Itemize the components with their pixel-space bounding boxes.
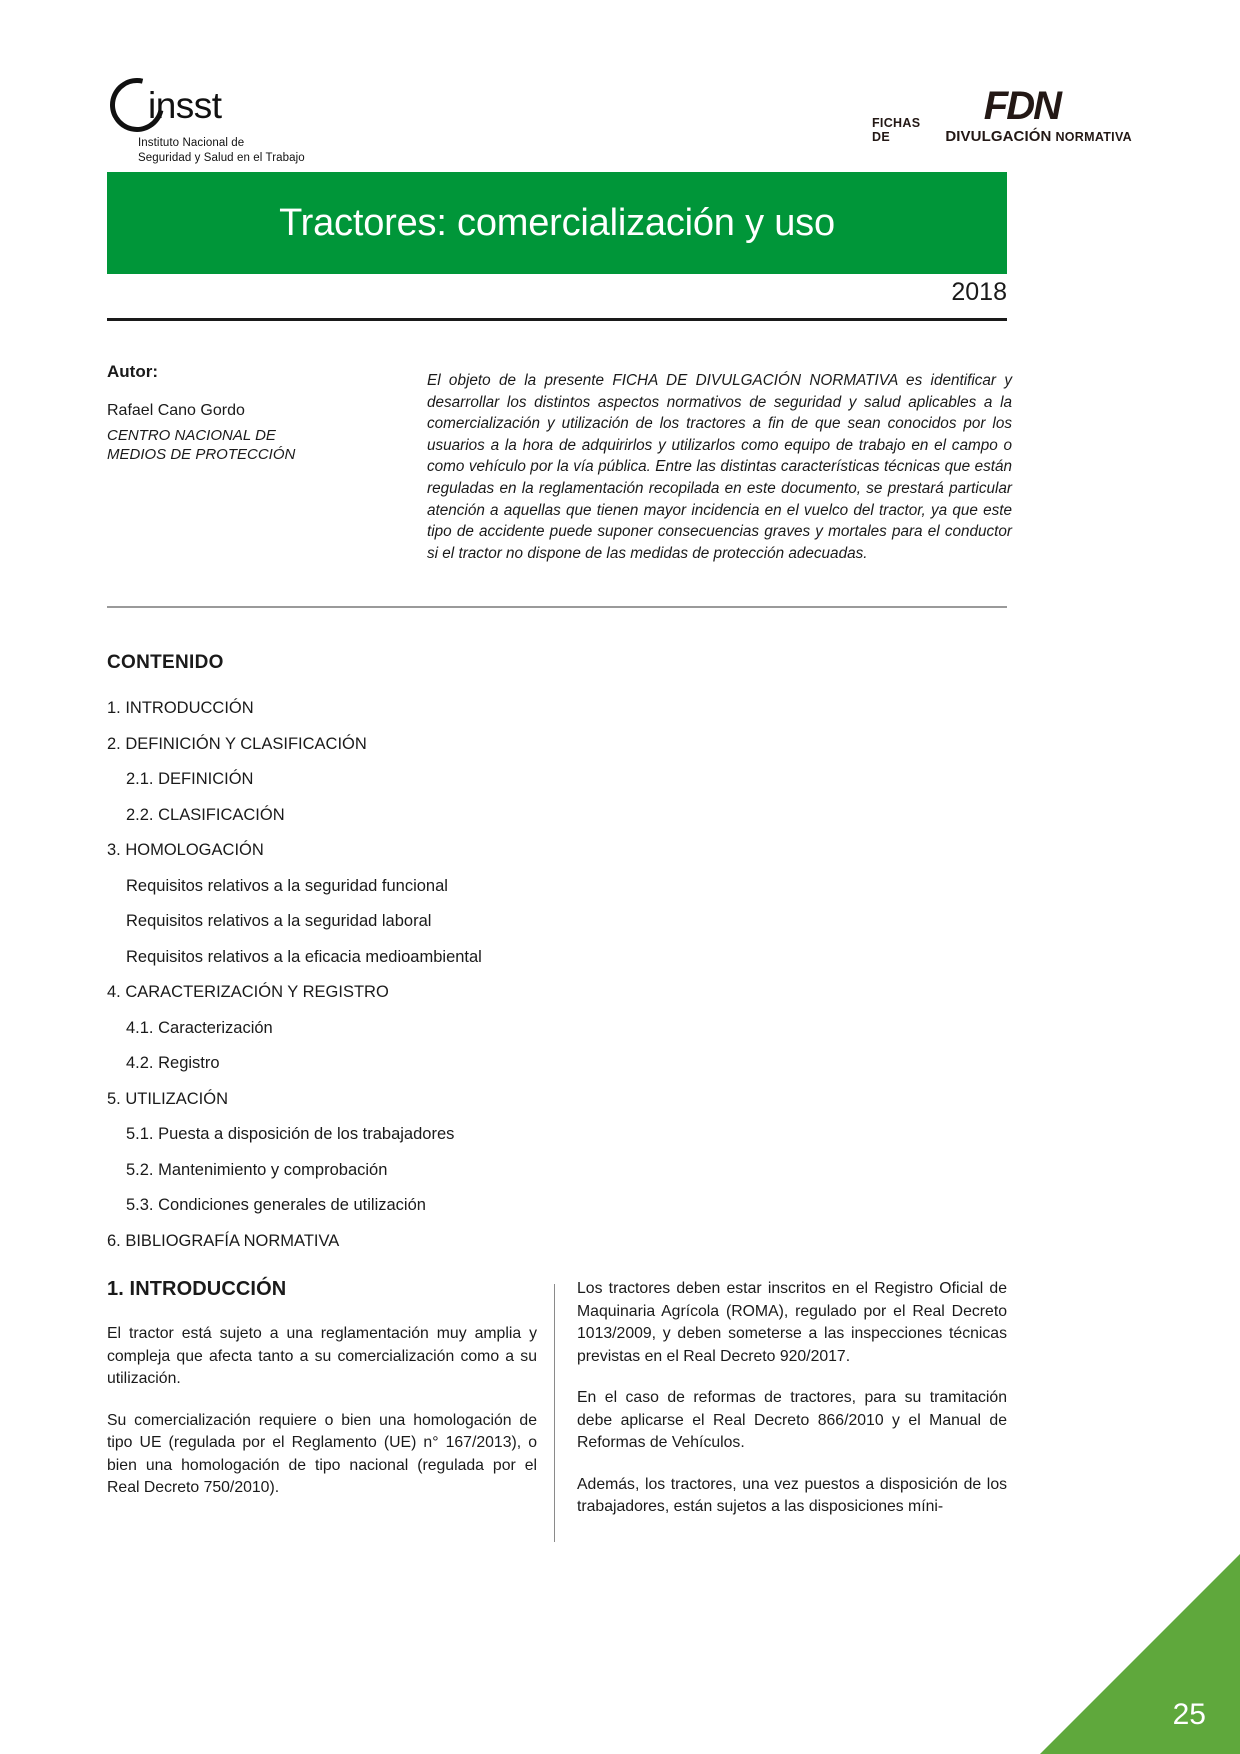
fdn-tagline-normativa: NORMATIVA	[1055, 130, 1132, 144]
author-label: Autor:	[107, 362, 158, 381]
toc-item[interactable]: 5.3. Condiciones generales de utilización	[126, 1196, 426, 1214]
author-center-line1: CENTRO NACIONAL DE	[107, 427, 276, 444]
insst-subtitle-line2: Seguridad y Salud en el Trabajo	[138, 152, 305, 164]
year-row	[107, 278, 1007, 307]
fdn-tagline	[872, 116, 1132, 145]
insst-subtitle	[138, 136, 440, 166]
intro-paragraph-1: El tractor está sujeto a una reglamentación muy amplia y compleja que afecta tanto a su comercialización como a su utilización.	[107, 1325, 537, 1387]
toc-item[interactable]: 4.1. Caracterización	[126, 1018, 273, 1037]
column-right	[577, 1278, 1007, 1538]
toc-item[interactable]: 2.1. DEFINICIÓN	[126, 770, 254, 788]
fdn-tagline-divulgacion: DIVULGACIÓN	[945, 128, 1052, 145]
introduction-section	[107, 1278, 1007, 1578]
toc-item[interactable]: 5.2. Mantenimiento y comprobación	[126, 1160, 388, 1179]
fdn-logo	[872, 86, 1132, 148]
toc-item[interactable]: 5.1. Puesta a disposición de los trabajadores	[126, 1125, 455, 1143]
toc-item[interactable]: 6. BIBLIOGRAFÍA NORMATIVA	[107, 1231, 340, 1250]
toc-item[interactable]: 2. DEFINICIÓN Y CLASIFICACIÓN	[107, 734, 367, 753]
insst-logo-mark	[110, 78, 440, 136]
fdn-tagline-fichas: FICHAS DE	[872, 116, 921, 144]
header-divider	[107, 318, 1007, 321]
abstract-text: El objeto de la presente FICHA DE DIVULGACIÓN NORMATIVA es identificar y desarrollar los distintos aspectos normativos de seguridad y salud aplicables a la comercialización y utilización de los tractores a fin de que sean conocidos por los usuarios a la hora de adquirirlos y utilizarlos como equipo de trabajo en el campo o como vehículo por la vía pública. Entre las distintas características técnicas que están reguladas en la reglamentación recopilada en este documento, se prestará particular atención a aquellas que tienen mayor incidencia en el vuelco del tractor, ya que este tipo de accidente puede suponer consecuencias graves y mortales para el conductor si el tractor no dispone de las medidas de protección adecuadas.	[427, 372, 1012, 562]
toc-item[interactable]: 2.2. CLASIFICACIÓN	[126, 805, 285, 824]
document-title-banner	[107, 172, 1007, 274]
author-name: Rafael Cano Gordo	[107, 402, 245, 419]
section-heading-introduccion: 1. INTRODUCCIÓN	[107, 1278, 287, 1300]
toc-item[interactable]: Requisitos relativos a la seguridad laboral	[126, 912, 432, 930]
insst-wordmark: insst	[148, 85, 222, 126]
author-center-line2: MEDIOS DE PROTECCIÓN	[107, 446, 296, 463]
contents-heading: CONTENIDO	[107, 652, 224, 673]
author-block	[107, 362, 397, 464]
column-divider	[554, 1284, 555, 1542]
table-of-contents	[107, 652, 667, 1266]
publication-year: 2018	[951, 278, 1007, 306]
intro-paragraph-3: Los tractores deben estar inscritos en el Registro Oficial de Maquinaria Agrícola (ROMA), regulado por el Real Decreto 1013/2009, y deben someterse a las inspecciones técnicas previstas en el Real Decreto 920/2017.	[577, 1280, 1007, 1365]
metadata-divider	[107, 606, 1007, 608]
toc-item[interactable]: 1. INTRODUCCIÓN	[107, 699, 254, 717]
toc-item[interactable]: 5. UTILIZACIÓN	[107, 1089, 229, 1108]
fdn-acronym: FDN	[983, 84, 1060, 128]
page-corner-decoration	[1040, 1554, 1240, 1754]
abstract-block	[427, 370, 1012, 564]
toc-item[interactable]: Requisitos relativos a la eficacia medioambiental	[126, 947, 482, 966]
page-title: Tractores: comercialización y uso	[279, 201, 835, 244]
toc-item[interactable]: Requisitos relativos a la seguridad funcional	[126, 876, 448, 895]
intro-paragraph-2: Su comercialización requiere o bien una homologación de tipo UE (regulada por el Reglamento (UE) n° 167/2013), o bien una homologación de tipo nacional (regulada por el Real Decreto 750/2010).	[107, 1411, 537, 1496]
page-number: 25	[1172, 1698, 1206, 1731]
intro-paragraph-5: Además, los tractores, una vez puestos a disposición de los trabajadores, están sujetos a las disposiciones míni-	[577, 1475, 1007, 1515]
insst-subtitle-line1: Instituto Nacional de	[138, 137, 245, 149]
insst-logo	[110, 78, 440, 166]
toc-item[interactable]: 3. HOMOLOGACIÓN	[107, 841, 264, 859]
toc-item[interactable]: 4. CARACTERIZACIÓN Y REGISTRO	[107, 983, 389, 1001]
intro-paragraph-4: En el caso de reformas de tractores, para su tramitación debe aplicarse el Real Decreto 866/2010 y el Manual de Reformas de Vehículos.	[577, 1389, 1007, 1451]
column-left	[107, 1278, 537, 1519]
toc-item[interactable]: 4.2. Registro	[126, 1054, 220, 1072]
page-header	[0, 0, 1240, 175]
